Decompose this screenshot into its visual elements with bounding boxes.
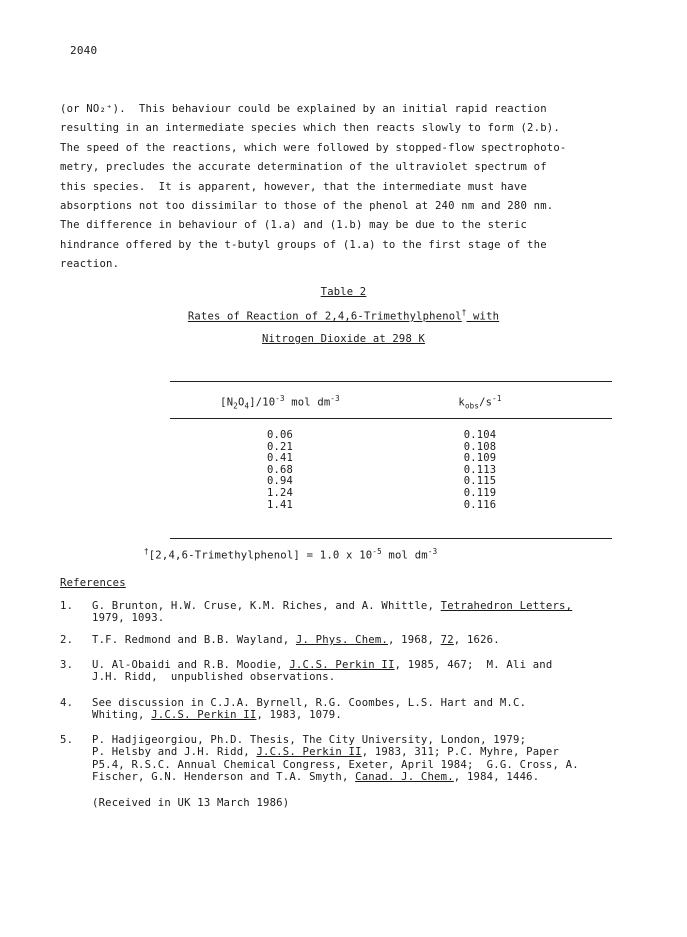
table-bottom-rule <box>170 538 612 539</box>
references-heading: References <box>60 577 126 589</box>
table-cell-kobs: 0.113 <box>463 463 497 476</box>
table-header-rule <box>170 418 612 419</box>
received-date: (Received in UK 13 March 1986) <box>92 797 290 809</box>
table-cell-concentration: 0.68 <box>266 463 294 476</box>
table-cell-concentration: 0.21 <box>266 440 294 453</box>
reference-text: P5.4, R.S.C. Annual Chemical Congress, Exeter, April 1984; G.G. Cross, A. <box>92 758 579 771</box>
table-title-end: with <box>466 310 500 323</box>
reference-number: 4. <box>60 697 74 709</box>
body-line: absorptions not too dissimilar to those of the phenol at 240 nm and 280 nm. <box>60 200 554 212</box>
table-cell-concentration: 1.41 <box>266 498 294 511</box>
table-cell-kobs: 0.108 <box>463 440 497 453</box>
body-line: this species. It is apparent, however, that the intermediate must have <box>60 180 528 193</box>
reference-text: U. Al-Obaidi and R.B. Moodie, <box>92 659 290 671</box>
body-line: The speed of the reactions, which were followed by stopped-flow spectrophoto- <box>60 141 567 154</box>
reference-line <box>92 746 559 758</box>
page-number: 2040 <box>70 44 98 57</box>
table-cell-concentration: 0.06 <box>266 429 294 441</box>
reference-text: J.H. Ridd, unpublished observations. <box>92 671 336 684</box>
reference-text: P. Helsby and J.H. Ridd, <box>92 746 257 759</box>
reference-citation: J.C.S. Perkin II <box>289 659 395 671</box>
table-cell-concentration: 0.94 <box>266 475 294 488</box>
footnote-dagger: † <box>144 547 149 556</box>
table-cell-kobs: 0.116 <box>463 498 497 511</box>
column-header-kobs: $k_{obs}/s^{-1}$ <box>458 394 502 411</box>
table-cell-kobs: 0.104 <box>463 429 497 441</box>
reference-text: , 1983, 311; P.C. Myhre, Paper <box>361 746 560 759</box>
reference-line <box>92 771 539 783</box>
reference-text: , 1985, 467; M. Ali and <box>394 659 553 671</box>
reference-number: 3. <box>60 659 74 671</box>
reference-text: 1979, 1093. <box>92 612 165 625</box>
reference-line <box>92 600 572 612</box>
table-cell-concentration: 0.41 <box>266 452 294 465</box>
reference-text: , 1983, 1079. <box>256 709 342 722</box>
reference-line <box>92 634 500 646</box>
reference-text: , 1984, 1446. <box>453 770 540 783</box>
reference-line <box>92 671 335 683</box>
reference-line <box>92 709 342 721</box>
table-cell-kobs: 0.119 <box>463 487 497 499</box>
reference-citation: J.C.S. Perkin II <box>151 709 257 722</box>
table-top-rule <box>170 381 612 382</box>
body-line: The difference in behaviour of (1.a) and (1.b) may be due to the steric <box>60 219 528 232</box>
reference-line <box>92 759 579 771</box>
reference-citation: J.C.S. Perkin II <box>256 746 362 759</box>
reference-number: 2. <box>60 634 74 646</box>
table-title-line2: Nitrogen Dioxide at 298 K <box>261 333 426 345</box>
table-cell-kobs: 0.109 <box>463 452 497 465</box>
reference-text: , 1968, <box>388 634 441 646</box>
reference-text: , 1626. <box>453 634 500 646</box>
reference-text: Fischer, G.N. Henderson and T.A. Smyth, <box>92 770 356 783</box>
reference-line <box>92 697 526 709</box>
reference-number: 1. <box>60 600 74 612</box>
body-line: resulting in an intermediate species which then reacts slowly to form (2.b). <box>60 122 560 135</box>
body-line: (or NO₂⁺). This behaviour could be explained by an initial rapid reaction <box>60 103 547 115</box>
reference-citation: Canad. J. Chem. <box>355 770 454 783</box>
reference-text: P. Hadjigeorgiou, Ph.D. Thesis, The City University, London, 1979; <box>92 734 527 746</box>
column-header-concentration: $[N_2O_4]/10^{-3}$ mol $dm^{-3}$ <box>220 394 340 411</box>
table-title-line1 <box>0 308 687 323</box>
reference-citation: Tetrahedron Letters, <box>440 600 573 612</box>
reference-text: G. Brunton, H.W. Cruse, K.M. Riches, and A. Whittle, <box>92 600 441 612</box>
reference-number: 5. <box>60 734 74 746</box>
reference-line <box>92 734 526 746</box>
reference-citation: 72 <box>440 634 454 646</box>
reference-text: Whiting, <box>92 709 152 722</box>
reference-line <box>92 612 164 624</box>
reference-text: T.F. Redmond and B.B. Wayland, <box>92 634 296 646</box>
reference-citation: J. Phys. Chem. <box>295 634 389 646</box>
table-title-text: Rates of Reaction of 2,4,6-Trimethylphenol <box>187 310 462 323</box>
reference-line <box>92 659 552 671</box>
table-cell-concentration: 1.24 <box>266 487 294 499</box>
table-footnote: †[2,4,6-Trimethylphenol] = 1.0 x $10^{-5}$ mol $dm^{-3}$ <box>144 547 438 562</box>
table-cell-kobs: 0.115 <box>463 475 497 488</box>
body-line: metry, precludes the accurate determination of the ultraviolet spectrum of <box>60 161 547 174</box>
body-line: hindrance offered by the t-butyl groups of (1.a) to the first stage of the <box>60 238 547 251</box>
table-title-dagger: † <box>461 308 467 317</box>
reference-text: See discussion in C.J.A. Byrnell, R.G. Coombes, L.S. Hart and M.C. <box>92 697 527 709</box>
body-line: reaction. <box>60 258 120 271</box>
table-label: Table 2 <box>320 286 367 298</box>
